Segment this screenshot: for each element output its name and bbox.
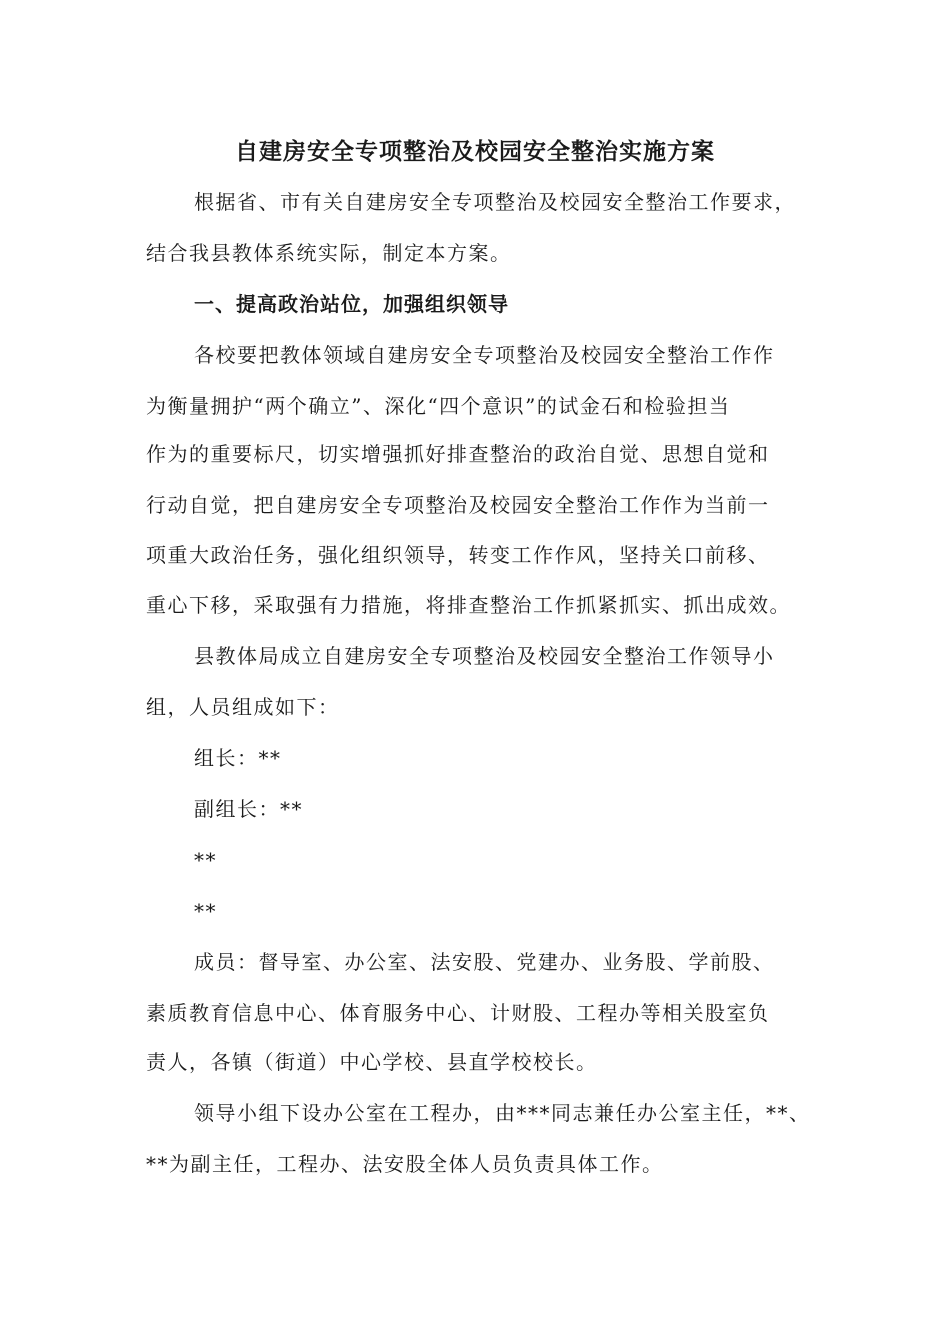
- paragraph-line: 素质教育信息中心、体育服务中心、计财股、工程办等相关股室负: [146, 1001, 770, 1025]
- paragraph-line: 重心下移，采取强有力措施，将排查整治工作抓紧抓实、抓出成效。: [146, 593, 791, 617]
- paragraph-line: 各校要把教体领域自建房安全专项整治及校园安全整治工作作: [194, 343, 775, 367]
- paragraph-line: **为副主任，工程办、法安股全体人员负责具体工作。: [146, 1152, 664, 1176]
- document-title: 自建房安全专项整治及校园安全整治实施方案: [235, 138, 715, 165]
- deputy-leader-line: 副组长：**: [194, 797, 303, 821]
- paragraph-line: 组，人员组成如下：: [146, 695, 340, 719]
- paragraph-line: 项重大政治任务，强化组织领导，转变工作作风，坚持关口前移、: [146, 543, 770, 567]
- paragraph-line: 为衡量拥护“两个确立”、深化“四个意识”的试金石和检验担当: [146, 394, 731, 418]
- members-line: 成员：督导室、办公室、法安股、党建办、业务股、学前股、: [194, 950, 775, 974]
- leader-line: 组长：**: [194, 746, 282, 770]
- paragraph-line: 县教体局成立自建房安全专项整治及校园安全整治工作领导小: [194, 644, 775, 668]
- paragraph-line: 行动自觉，把自建房安全专项整治及校园安全整治工作作为当前一: [146, 493, 770, 517]
- paragraph-line: 领导小组下设办公室在工程办，由***同志兼任办公室主任，**、: [194, 1101, 811, 1125]
- paragraph-line: 结合我县教体系统实际，制定本方案。: [146, 241, 512, 265]
- paragraph-line: 责人，各镇（街道）中心学校、县直学校校长。: [146, 1050, 598, 1074]
- paragraph-line: 根据省、市有关自建房安全专项整治及校园安全整治工作要求，: [194, 190, 796, 214]
- section-heading: 一、提高政治站位，加强组织领导: [194, 292, 509, 316]
- deputy-leader-line: **: [194, 899, 217, 923]
- paragraph-line: 作为的重要标尺，切实增强抓好排查整治的政治自觉、思想自觉和: [146, 442, 770, 466]
- deputy-leader-line: **: [194, 848, 217, 872]
